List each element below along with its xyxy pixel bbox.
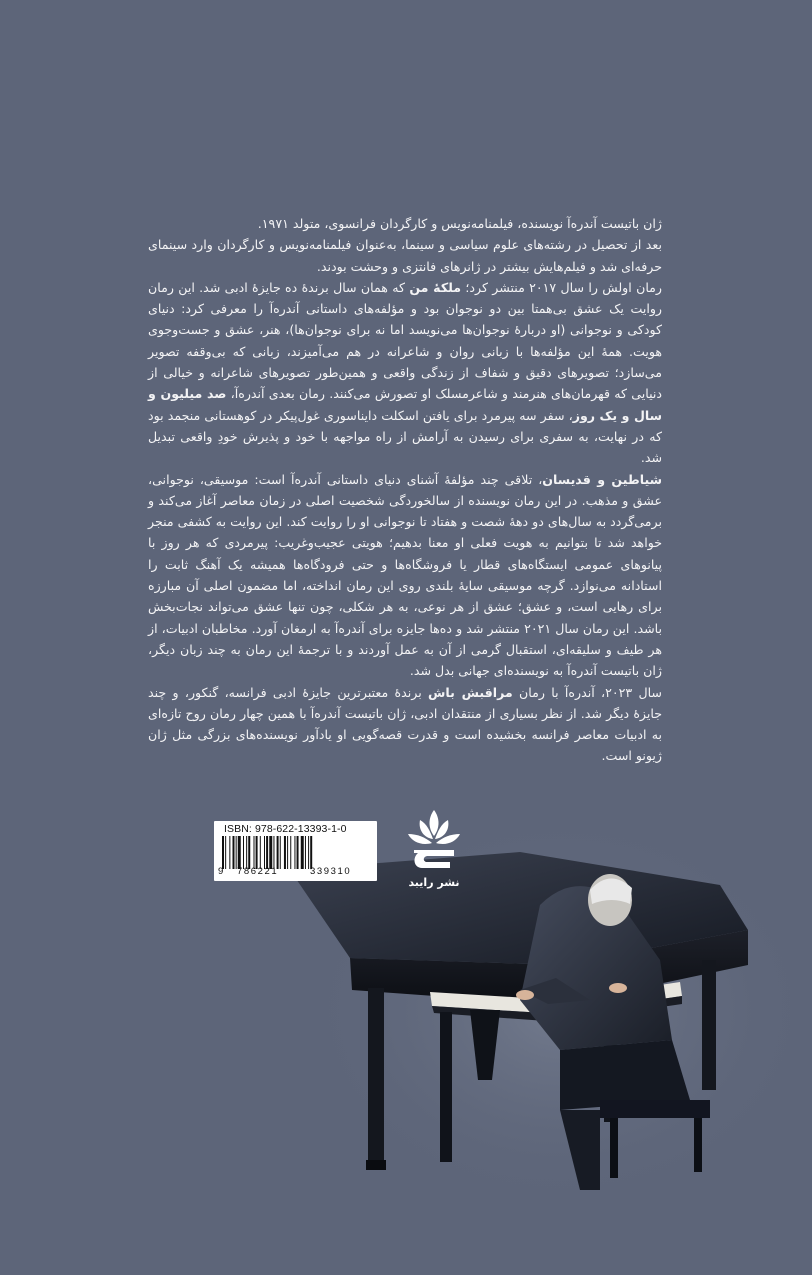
barcode-bar	[225, 836, 226, 869]
barcode-bar	[236, 836, 237, 869]
barcode-bar	[273, 836, 274, 869]
barcode-bar	[238, 836, 241, 869]
barcode-bar	[277, 836, 279, 869]
barcode-right-digits: 339310	[310, 866, 352, 877]
bio-paragraph-2: بعد از تحصیل در رشته‌های علوم سیاسی و سینما، به‌عنوان فیلمنامه‌نویس و کارگردان وارد سینمای حرفه‌ای شد و فیلم‌هایش بیشتر در ژانرهای فانتزی و وحشت بودند.	[148, 237, 662, 274]
barcode-bar	[301, 836, 304, 869]
barcode-bar	[269, 836, 272, 869]
barcode-bar	[308, 836, 309, 869]
barcode-lead-digit: 9	[218, 866, 224, 877]
barcode-bar	[266, 836, 268, 869]
isbn-label: ISBN: 978-622-13393-1-0	[224, 823, 347, 835]
barcode-bar	[305, 836, 306, 869]
bio-paragraph-1: ژان باتیست آندره‌آ نویسنده، فیلمنامه‌نویس و کارگردان فرانسوی، متولد ۱۹۷۱.	[257, 216, 662, 231]
barcode-bar	[287, 836, 288, 869]
lotus-icon	[400, 806, 468, 876]
barcode-bar	[229, 836, 230, 869]
barcode-bar	[233, 836, 235, 869]
barcode-bar	[256, 836, 258, 869]
barcode-bar	[284, 836, 286, 869]
book-title: شیاطین و قدیسان	[542, 471, 662, 487]
barcode-bar	[280, 836, 281, 869]
book-title: مراقبش باش	[428, 684, 513, 700]
bio-text: سال ۲۰۲۳، آندره‌آ با رمان	[519, 684, 662, 700]
bio-paragraph-4	[148, 469, 662, 682]
barcode-left-digits: 786221	[237, 866, 279, 877]
bio-paragraph-3	[148, 277, 662, 469]
book-title: صد میلیون و سال و یک روز	[148, 386, 662, 423]
barcode-bar	[260, 836, 261, 869]
bio-paragraph-5	[148, 682, 662, 767]
bio-text: ، تلاقی چند مؤلفهٔ آشنای دنیای داستانی آندره‌آ است: موسیقی، نوجوانی، عشق و مذهب. در این رمان نویسنده از سالخوردگی شخصیت اصلی در زمان معاصر آغاز می‌کند و برمی‌گردد به سال‌های دو دههٔ شصت و هفتاد تا نوجوانی او را روایت کند. این روایت به کشفی منجر خواهد شد تا بتوانیم به هویت فعلی او معنا بدهیم؛ هویتی عجیب‌وغریب: پیرمردی که هر روز با پیانوهای عمومی ایستگاه‌های قطار یا فروشگاه‌ها و حتی فرودگاه‌ها همیشه یک آهنگ ثابت را استادانه می‌نوازد. گرچه موسیقی سایهٔ بلندی روی این رمان انداخته، اما مضمون اصلی آن مبارزه برای رهایی است، و عشق؛ عشق از هر نوعی، به هر شکلی، چون تنها عشق می‌تواند نجات‌بخش باشد. این رمان سال ۲۰۲۱ منتشر شد و ده‌ها جایزه برای آندره‌آ به ارمغان آورد. مخاطبان ادبیات، از هر طیف و سلیقه‌ای، استقبال گرمی از آن به عمل آوردند و با ترجمهٔ این رمان به چند زبان دیگر، ژان باتیست آندره‌آ به نویسنده‌ای جهانی بدل شد.	[148, 471, 662, 679]
book-title: ملکهٔ من	[409, 279, 462, 295]
isbn-barcode	[214, 821, 377, 881]
barcode-bar	[222, 836, 224, 869]
author-bio	[148, 213, 662, 767]
bio-text: که همان سال برندهٔ ده جایزهٔ ادبی شد. این رمان روایت یک عشق بی‌همتا بین دو نوجوان بود و مؤلفه‌های داستانی آندره‌آ را معرفی کرد: دنیای کودکی و نوجوانی (او دربارهٔ نوجوان‌ها می‌نویسد اما نه برای نوجوان‌ها)، هنر، عشق و جست‌وجوی هویت. همهٔ این مؤلفه‌ها با زبانی روان و شاعرانه در هم می‌آمیزند، زبانی که بی‌وقفه تصویر می‌سازد؛ تصویرهای دقیق و شفاف از زندگی واقعی و همین‌طور تصویرهای شاعرانه و خیالی از دنیایی که قهرمان‌های هنرمند و شاعرمسلک او تصورش می‌کنند. رمان بعدی آندره‌آ،	[148, 279, 662, 402]
barcode-bar	[290, 836, 291, 869]
barcode-bar	[248, 836, 250, 869]
barcode-bar	[264, 836, 265, 869]
barcode-bar	[297, 836, 299, 869]
barcode-bar	[246, 836, 247, 869]
barcode-bar	[294, 836, 295, 869]
publisher-name: نشر رایبد	[408, 876, 460, 889]
barcode-bars	[222, 836, 372, 869]
bio-text: ، سفر سه پیرمرد برای یافتن اسکلت دایناسوری غول‌پیکر در کوهستانی منجمد بود که در نهایت، به سفری برای رسیدن به آرامش از راه مواجهه با خود و پذیرش خودِ واقعی تبدیل شد.	[148, 407, 662, 466]
bio-text: رمان اولش را سال ۲۰۱۷ منتشر کرد؛	[465, 279, 662, 295]
barcode-bar	[310, 836, 312, 869]
bio-text: برندهٔ معتبرترین جایزهٔ ادبی فرانسه، گنکور، و چند جایزهٔ دیگر شد. از نظر بسیاری از منتقدان ادبی، ژان باتیست آندره‌آ با همین چهار رمان روح تازه‌ای به ادبیات معاصر فرانسه بخشیده است و قدرت قصه‌گویی او یادآور نویسنده‌های بزرگی مثل ژان ژیونو است.	[148, 684, 662, 764]
publisher-logo	[400, 806, 468, 896]
barcode-bar	[254, 836, 255, 869]
barcode-bar	[243, 836, 244, 869]
